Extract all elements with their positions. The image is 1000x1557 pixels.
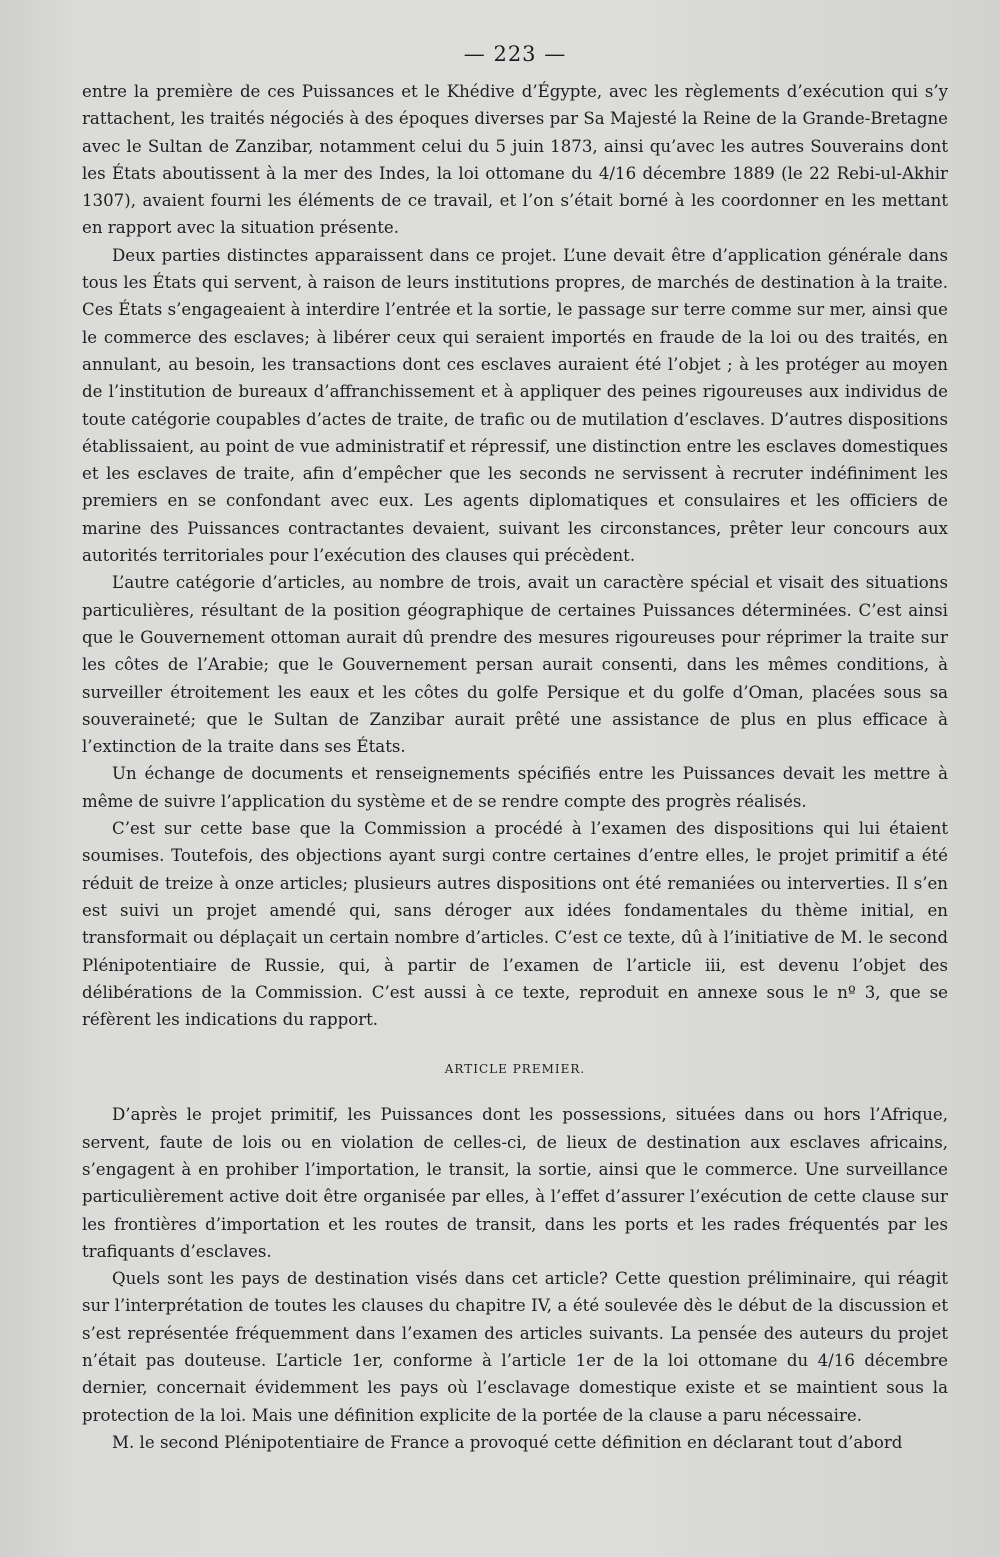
paragraph-exchange: Un échange de documents et renseignements spécifiés entre les Puissances devait les mettre à même de suivre l’application du système et de se rendre compte des progrès réalisés. [82,764,948,811]
paragraph-destination-question: Quels sont les pays de destination visés dans cet article? Cette question préliminaire, qui réagit sur l’interprétation de toutes les clauses du chapitre IV, a été soulevée dès le début de la discussion et s’est représentée fréquemment dans l’examen des articles suivants. La pensée des auteurs du projet n’était pas douteuse. L’article 1er, conforme à l’article 1er de la loi ottomane du 4/16 décembre dernier, concernait évidemment les pays où l’esclavage domestique existe et se maintient sous la protection de la loi. Mais une définition explicite de la portée de la clause a paru nécessaire. [82,1269,948,1425]
section-heading: ARTICLE PREMIER. [444,1062,586,1077]
paragraph-other-category: L’autre catégorie d’articles, au nombre de trois, avait un caractère spécial et visait des situations particulières, résultant de la position géographique de certaines Puissances déterminées. C’est ainsi que le Gouvernement ottoman aurait dû prendre des mesures rigoureuses pour réprimer la traite sur les côtes de l’Arabie; que le Gouvernement persan aurait consenti, dans les mêmes conditions, à surveiller étroitement les eaux et les côtes du golfe Persique et du golfe d’Oman, placées sous sa souveraineté; que le Sultan de Zanzibar aurait prêté une assistance de plus en plus efficace à l’extinction de la traite dans ses États. [82,573,948,757]
page-number: — 223 — [463,42,567,66]
paragraph-continuation: entre la première de ces Puissances et le Khédive d’Égypte, avec les règlements d’exécution qui s’y rattachent, les traités négociés à des époques diverses par Sa Majesté la Reine de la Grande-Bretagne avec le Sultan de Zanzibar, notamment celui du 5 juin 1873, ainsi qu’avec les autres Souverains dont les États aboutissent à la mer des Indes, la loi ottomane du 4/16 décembre 1889 (le 22 Rebi-ul-Akhir 1307), avaient fourni les éléments de ce travail, et l’on s’était borné à les coordonner en les mettant en rapport avec la situation présente. [82,82,948,238]
paragraph-two-parts: Deux parties distinctes apparaissent dans ce projet. L’une devait être d’application générale dans tous les États qui servent, à raison de leurs institutions propres, de marchés de destination à la traite. Ces États s’engageaient à interdire l’entrée et la sortie, le passage sur terre comme sur mer, ainsi que le commerce des esclaves; à libérer ceux qui seraient importés en fraude de la loi ou des traités, en annulant, au besoin, les transactions dont ces esclaves auraient été l’objet ; à les protéger au moyen de l’institution de bureaux d’affranchissement et à appliquer des peines rigoureuses aux individus de toute catégorie coupables d’actes de traite, de trafic ou de mutilation d’esclaves. D’autres dispositions établissaient, au point de vue administratif et répressif, une distinction entre les esclaves domestiques et les esclaves de traite, afin d’empêcher que les seconds ne servissent à recruter indéfiniment les premiers en se confondant avec eux. Les agents diplomatiques et consulaires et les officiers de marine des Puissances contractantes devaient, suivant les circonstances, prêter leur concours aux autorités territoriales pour l’exécution des clauses qui précèdent. [82,245,948,566]
paragraph-commission-basis: C’est sur cette base que la Commission a procédé à l’examen des dispositions qui lui étaient soumises. Toutefois, des objections ayant surgi contre certaines d’entre elles, le projet primitif a été réduit de treize à onze articles; plusieurs autres dispositions ont été remaniées ou interverties. Il s’en est suivi un projet amendé qui, sans déroger aux idées fondamentales du thème initial, en transformait ou déplaçait un certain nombre d’articles. C’est ce texte, dû à l’initiative de M. le second Plénipotentiaire de Russie, qui, à partir de l’examen de l’article iii, est devenu l’objet des délibérations de la Commission. C’est aussi à ce texte, reproduit en annexe sous le nº 3, que se réfèrent les indications du rapport. [82,819,948,1030]
paragraph-france-plenipotentiary: M. le second Plénipotentiaire de France a provoqué cette définition en déclarant tout d’abord [112,1432,903,1452]
paragraph-primitive-project: D’après le projet primitif, les Puissances dont les possessions, situées dans ou hors l’Afrique, servent, faute de lois ou en violation de celles-ci, de lieux de destination aux esclaves africains, s’engagent à en prohiber l’importation, le transit, la sortie, ainsi que le commerce. Une surveillance particulièrement active doit être organisée par elles, à l’effet d’assurer l’exécution de cette clause sur les frontières d’importation et les routes de transit, dans les ports et les rades fréquentés par les trafiquants d’esclaves. [82,1105,948,1261]
